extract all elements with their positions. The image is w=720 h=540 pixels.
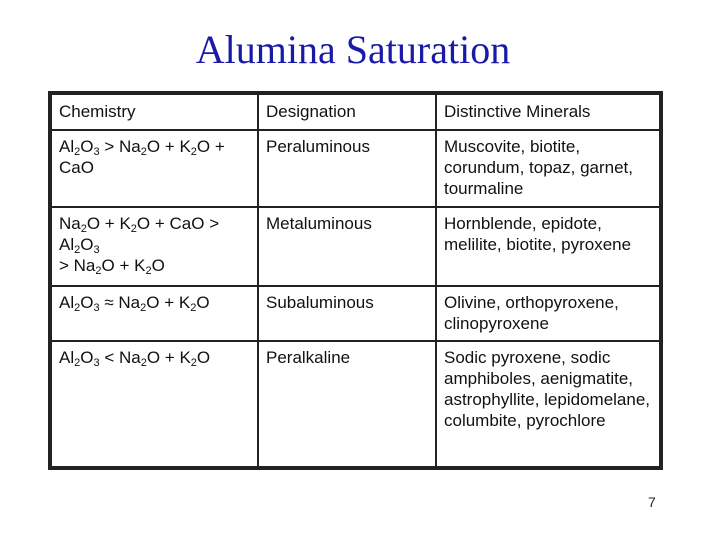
designation-cell: Subaluminous: [258, 286, 436, 341]
designation-cell: Metaluminous: [258, 207, 436, 286]
table-header-row: [51, 94, 660, 130]
header-chemistry: Chemistry: [51, 94, 258, 130]
table-row: [51, 207, 660, 286]
page-number: 7: [648, 494, 656, 510]
chemistry-cell: $Al_2O_3 < Na_2O + K_2O$: [51, 341, 258, 467]
table-row: [51, 130, 660, 207]
header-designation: Designation: [258, 94, 436, 130]
header-distinctive-minerals: Distinctive Minerals: [436, 94, 660, 130]
minerals-cell: Hornblende, epidote, melilite, biotite, pyroxene: [436, 207, 660, 286]
table-row: [51, 341, 660, 467]
chemistry-cell: $Al_2O_3 \approx Na_2O + K_2O$: [51, 286, 258, 341]
table: [50, 93, 661, 468]
minerals-cell: Muscovite, biotite, corundum, topaz, garnet, tourmaline: [436, 130, 660, 207]
alumina-saturation-table: [48, 91, 663, 470]
designation-cell: Peraluminous: [258, 130, 436, 207]
chemistry-cell: $Al_2O_3 > Na_2O + K_2O$ + CaO: [51, 130, 258, 207]
table-row: [51, 286, 660, 341]
slide-title: Alumina Saturation: [195, 27, 511, 72]
designation-cell: Peralkaline: [258, 341, 436, 467]
minerals-cell: Olivine, orthopyroxene, clinopyroxene: [436, 286, 660, 341]
minerals-cell: Sodic pyroxene, sodic amphiboles, aenigmatite, astrophyllite, lepidomelane, columbite, pyrochlore: [436, 341, 660, 467]
chemistry-cell: $Na_2O + K_2O$ + CaO > $Al_2O_3$ > $Na_2O + K_2O$: [51, 207, 258, 286]
